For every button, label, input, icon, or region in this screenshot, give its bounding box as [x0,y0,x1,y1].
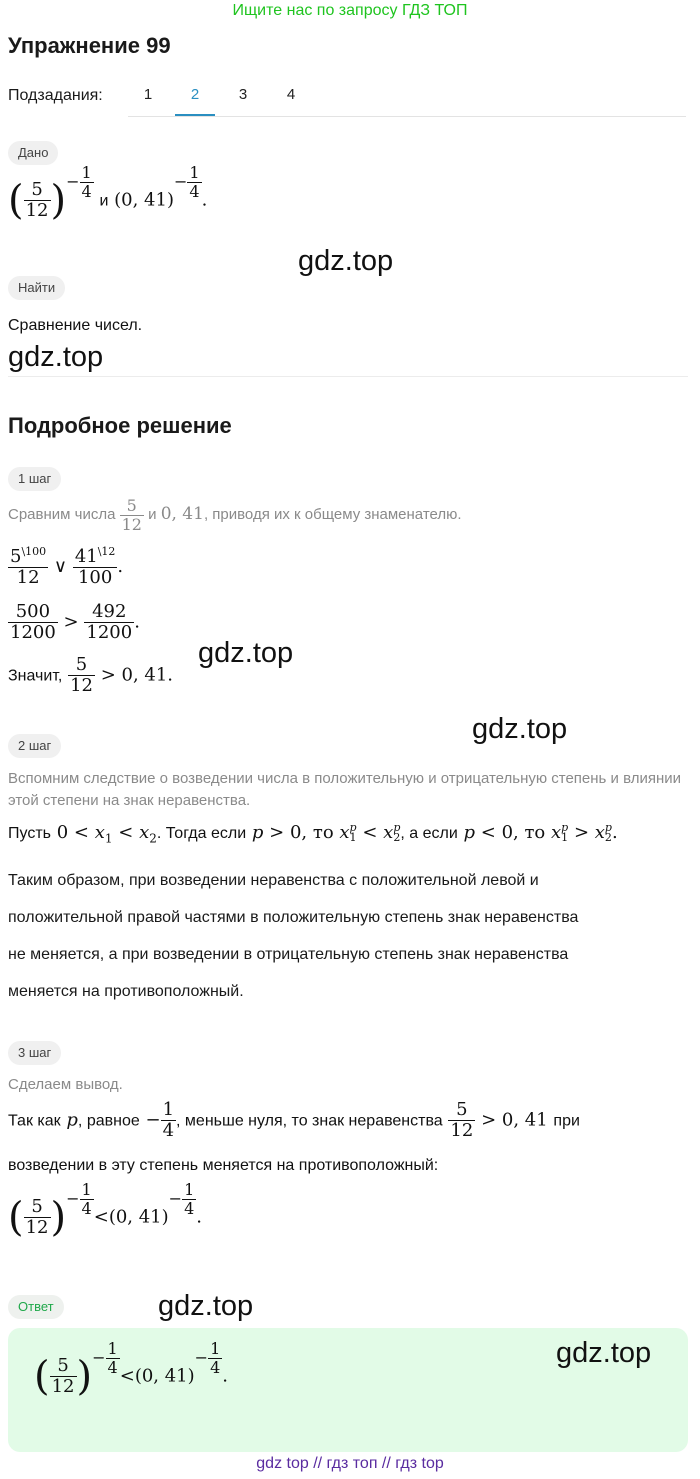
watermark: gdz.top [472,713,568,745]
given-expression: ( $\frac{5}{12}$ )$^{- \frac{1}{4}}$ и (0, 41)$^{- \frac{1}{4}}$ . [8,163,208,224]
watermark: gdz.top [8,341,104,373]
step-1-compare: $\frac{5^{\backslash 100}}{12}$ ∨ $\frac{41^{\backslash 12}}{100}$ . [10,545,124,588]
page-title: Упражнение 99 [8,33,171,58]
step-2-rule: Пусть $0 < x_1 < x_2$. Тогда если p > 0, то x p 1 < x p 2 , а если p < 0, то x p 1 > x p 2 . [8,821,618,846]
watermark: gdz.top [158,1290,254,1322]
divider [8,376,688,377]
tab-1[interactable]: 1 [143,86,153,103]
tab-4[interactable]: 4 [286,86,296,103]
find-badge: Найти [8,276,65,300]
step-1-intro: Сравним числа $\frac{5}{12}$ и 0, 41, приводя их к общему знаменателю. [8,496,462,534]
step-3-result: ( $\frac{5}{12}$ )$^{- \frac{1}{4}}$ <(0, 41)$^{- \frac{1}{4}}$ . [8,1180,202,1241]
step-2-note: Вспомним следствие о возведении числа в положительную и отрицательную степень и влиянии этой степени на знак неравенства. [8,770,682,809]
step-3-line-2: возведении в эту степень меняется на противоположный: [8,1157,439,1174]
subtask-tabs [128,78,686,117]
answer-expression: ( $\frac{5}{12}$ )$^{- \frac{1}{4}}$ <(0, 41)$^{- \frac{1}{4}}$ . [34,1339,228,1400]
step-1-result: $\frac{500}{1200}$ > $\frac{492}{1200}$ . [10,601,140,643]
step-3-note: Сделаем вывод. [8,1076,123,1093]
footer-links[interactable]: gdz top // гдз топ // гдз top [256,1455,444,1472]
subtasks-label: Подзадания: [8,87,103,104]
step-2-paragraph: Таким образом, при возведении неравенства с положительной левой и положительной правой частями в положительную степень знак неравенства не меняется, а при возведении в отрицательную степень знак неравенства меняется на противоположный. [8,872,579,1000]
promo-banner: Ищите нас по запросу ГДЗ ТОП [232,2,468,19]
watermark: gdz.top [298,245,394,277]
watermark: gdz.top [556,1337,652,1369]
tab-3[interactable]: 3 [238,86,248,103]
answer-badge: Ответ [8,1295,64,1319]
tab-2[interactable]: 2 [175,78,215,116]
step-3-line: Так как p, равное − $\frac{1}{4}$ , меньше нуля, то знак неравенства $\frac{5}{12}$ > 0, 41 при [8,1099,580,1141]
watermark: gdz.top [198,637,294,669]
given-badge: Дано [8,141,58,165]
step-2-badge: 2 шаг [8,734,61,758]
find-text: Сравнение чисел. [8,317,143,334]
step-1-badge: 1 шаг [8,467,61,491]
solution-title: Подробное решение [8,413,232,438]
step-1-conclusion: Значит, $\frac{5}{12}$ > 0, 41. [8,654,174,696]
step-3-badge: 3 шаг [8,1041,61,1065]
